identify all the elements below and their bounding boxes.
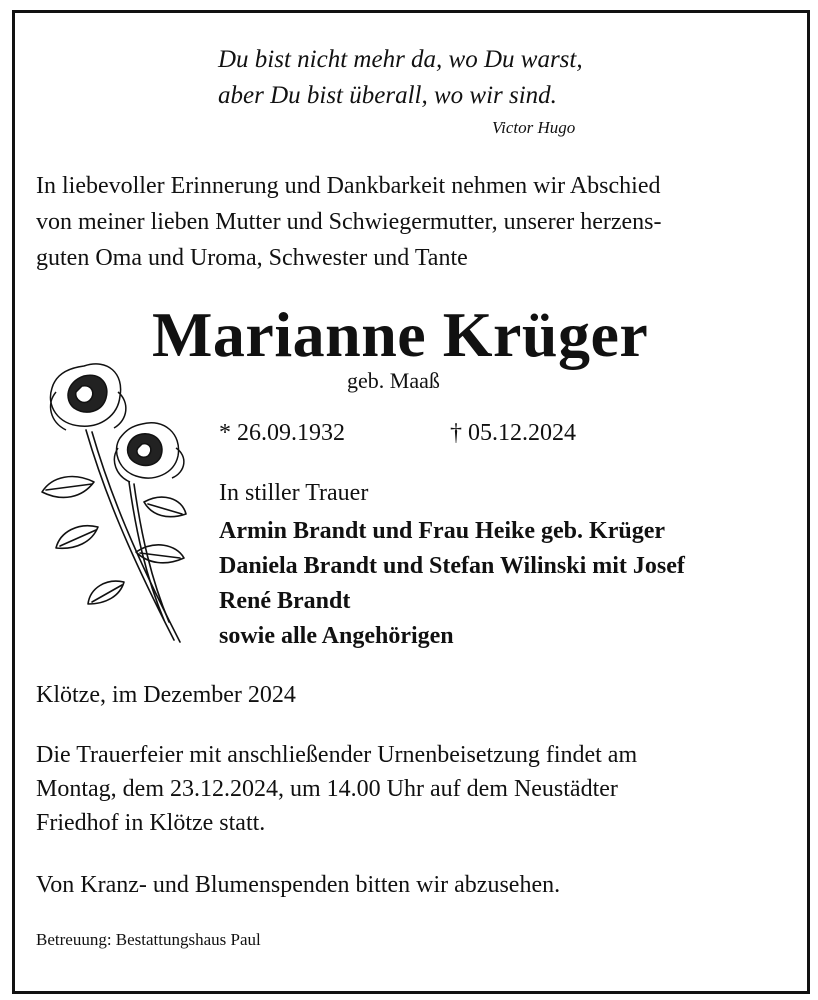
quote-line-1: Du bist nicht mehr da, wo Du warst, — [218, 46, 583, 73]
mourner-name: sowie alle Angehörigen — [219, 623, 454, 649]
flowers-note: Von Kranz- und Blumenspenden bitten wir abzusehen. — [36, 872, 561, 898]
ceremony-line-1: Die Trauerfeier mit anschließender Urnenbeisetzung findet am — [36, 742, 638, 768]
mourner-name: René Brandt — [219, 588, 351, 614]
undertaker-credit: Betreuung: Bestattungshaus Paul — [36, 930, 261, 949]
rose-icon — [34, 352, 194, 652]
place-date: Klötze, im Dezember 2024 — [36, 682, 296, 708]
mourners-label: In stiller Trauer — [219, 480, 369, 506]
quote-author: Victor Hugo — [492, 118, 576, 137]
deceased-name: Marianne Krüger — [152, 299, 649, 370]
ceremony-line-3: Friedhof in Klötze statt. — [36, 810, 266, 836]
intro-line-1: In liebevoller Erinnerung und Dankbarkeit nehmen wir Abschied — [36, 173, 661, 199]
maiden-name: geb. Maaß — [347, 368, 440, 393]
ceremony-line-2: Montag, dem 23.12.2024, um 14.00 Uhr auf dem Neustädter — [36, 776, 618, 802]
intro-line-3: guten Oma und Uroma, Schwester und Tante — [36, 245, 468, 271]
birth-date: * 26.09.1932 — [219, 420, 345, 446]
mourner-name: Daniela Brandt und Stefan Wilinski mit Josef — [219, 553, 685, 579]
intro-line-2: von meiner lieben Mutter und Schwiegermutter, unserer herzens- — [36, 209, 662, 235]
quote-line-2: aber Du bist überall, wo wir sind. — [218, 82, 557, 109]
mourner-name: Armin Brandt und Frau Heike geb. Krüger — [219, 518, 666, 544]
death-date: † 05.12.2024 — [450, 420, 576, 446]
